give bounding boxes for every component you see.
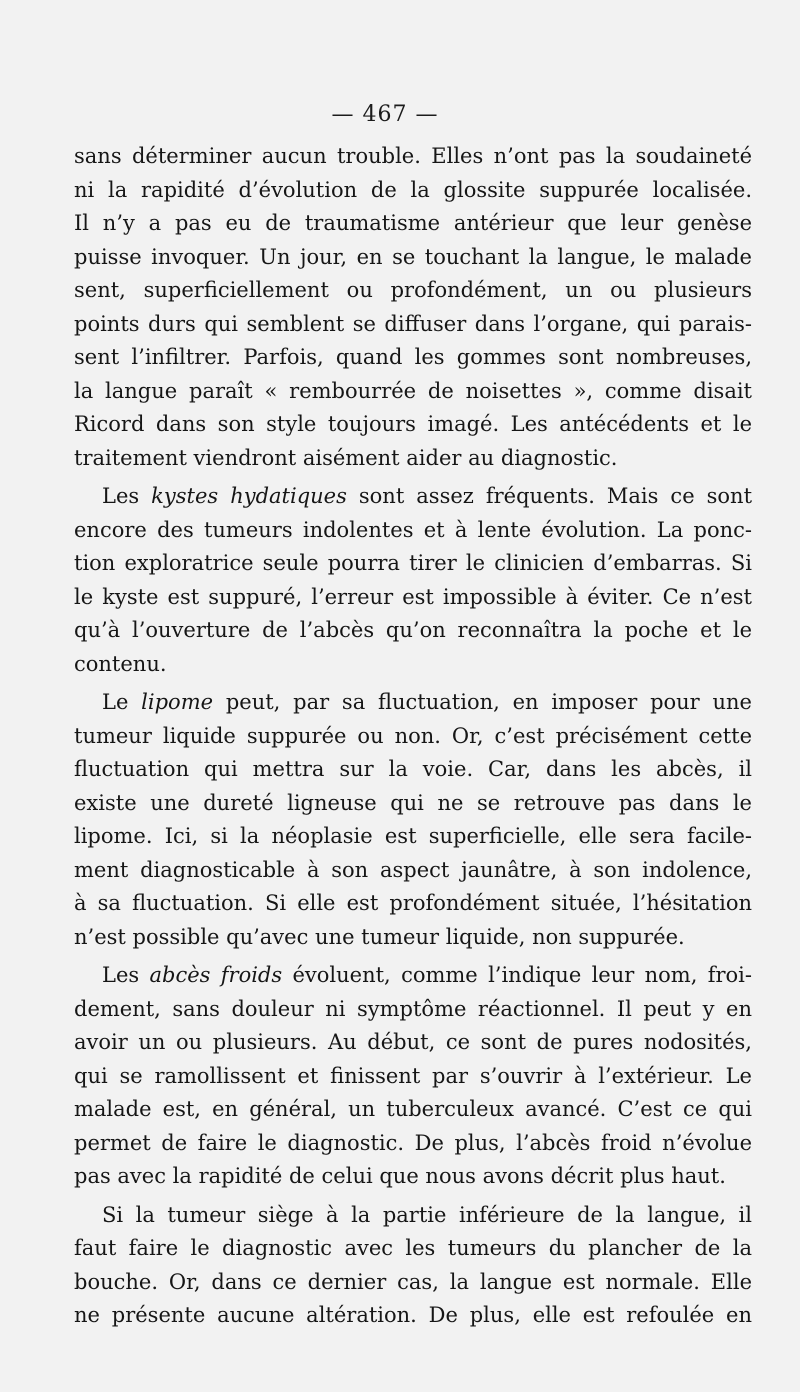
text-run: la langue paraît « rembourrée de noisettes », comme disait (74, 378, 752, 403)
text-run: fluctuation qui mettra sur la voie. Car, dans les abcès, il (74, 757, 752, 781)
text-run: le kyste est suppuré, l’erreur est impossible à éviter. Ce n’est (74, 584, 752, 609)
text-line (74, 1060, 752, 1094)
text-run: points durs qui semblent se diffuser dans l’organe, qui parais- (74, 311, 752, 336)
text-run: n’est possible qu’avec une tumeur liquide, non suppurée. (74, 924, 685, 949)
text-run: Le (102, 690, 142, 714)
paragraph (74, 686, 752, 954)
text-run: avoir un ou plusieurs. Au début, ce sont de pures nodosités, (74, 1030, 752, 1054)
text-line (74, 140, 752, 174)
text-run: ment diagnosticable à son aspect jaunâtre, à son indolence, (74, 857, 752, 882)
text-line (74, 720, 752, 754)
text-line (74, 1093, 752, 1127)
italic-term: kystes hydatiques (151, 484, 347, 508)
text-run: Ricord dans son style toujours imagé. Les antécédents et le (74, 412, 752, 436)
paragraph (74, 480, 752, 681)
italic-term: lipome (141, 690, 214, 714)
text-run: encore des tumeurs indolentes et à lente évolution. La ponc- (74, 517, 752, 542)
text-line (74, 581, 752, 615)
text-run: ni la rapidité d’évolution de la glossite suppurée localisée. (74, 177, 752, 202)
text-line (74, 753, 752, 787)
text-line (74, 1299, 752, 1333)
text-line (74, 514, 752, 548)
text-run: tion exploratrice seule pourra tirer le clinicien d’embarras. Si (74, 551, 752, 575)
text-line (74, 375, 752, 409)
text-line (74, 787, 752, 821)
text-run: bouche. Or, dans ce dernier cas, la langue est normale. Elle (74, 1269, 752, 1294)
text-line (74, 1232, 752, 1266)
text-line (74, 308, 752, 342)
text-line (74, 686, 752, 720)
text-run: sans déterminer aucun trouble. Elles n’ont pas la soudaineté (74, 144, 752, 168)
text-run: Il n’y a pas eu de traumatisme antérieur que leur genèse (74, 211, 752, 235)
text-run: sont assez fréquents. Mais ce sont (346, 484, 753, 508)
page-number: — 467 — (331, 102, 439, 127)
text-run: qui se ramollissent et finissent par s’ouvrir à l’extérieur. Le (74, 1063, 752, 1088)
text-run: peut, par sa fluctuation, en imposer pour une (213, 690, 752, 714)
text-run: pas avec la rapidité de celui que nous avons décrit plus haut. (74, 1164, 726, 1188)
text-line (74, 614, 752, 648)
paragraph (74, 1199, 752, 1333)
text-run: existe une dureté ligneuse qui ne se retrouve pas dans le (74, 790, 752, 815)
text-run: lipome. Ici, si la néoplasie est superficielle, elle sera facile- (74, 824, 752, 848)
paragraph (74, 959, 752, 1194)
text-run: puisse invoquer. Un jour, en se touchant la langue, le malade (74, 244, 752, 269)
paragraph (74, 140, 752, 475)
text-line (74, 1199, 752, 1233)
text-run: traitement viendront aisément aider au diagnostic. (74, 445, 618, 470)
text-line (74, 1160, 752, 1194)
text-run: Les (102, 484, 152, 508)
text-run: qu’à l’ouverture de l’abcès qu’on reconnaîtra la poche et le (74, 618, 752, 642)
text-run: sent l’infiltrer. Parfois, quand les gommes sont nombreuses, (74, 345, 752, 369)
text-line (74, 993, 752, 1027)
text-run: faut faire le diagnostic avec les tumeurs du plancher de la (74, 1236, 752, 1260)
text-line (74, 480, 752, 514)
italic-term: abcès froids (149, 963, 283, 987)
text-line (74, 174, 752, 208)
text-line (74, 921, 752, 955)
text-run: sent, superficiellement ou profondément, un ou plusieurs (74, 278, 752, 302)
text-run: dement, sans douleur ni symptôme réactionnel. Il peut y en (74, 996, 752, 1021)
text-line (74, 1026, 752, 1060)
text-run: contenu. (74, 651, 167, 676)
text-line (74, 1266, 752, 1300)
text-run: malade est, en général, un tuberculeux avancé. C’est ce qui (74, 1097, 752, 1121)
text-line (74, 408, 752, 442)
text-run: Si la tumeur siège à la partie inférieure de la langue, il (102, 1202, 752, 1227)
text-line (74, 547, 752, 581)
text-line (74, 820, 752, 854)
text-line (74, 241, 752, 275)
text-run: Les (102, 963, 150, 987)
text-line (74, 274, 752, 308)
text-line (74, 959, 752, 993)
text-line (74, 442, 752, 476)
text-run: tumeur liquide suppurée ou non. Or, c’est précisément cette (74, 723, 752, 748)
text-run: ne présente aucune altération. De plus, elle est refoulée en (74, 1303, 752, 1327)
text-line (74, 854, 752, 888)
body-text (74, 140, 752, 1333)
text-line (74, 341, 752, 375)
text-line (74, 207, 752, 241)
text-run: à sa fluctuation. Si elle est profondément située, l’hésitation (74, 891, 752, 915)
text-line (74, 887, 752, 921)
text-run: permet de faire le diagnostic. De plus, l’abcès froid n’évolue (74, 1130, 752, 1155)
text-line (74, 648, 752, 682)
text-run: évoluent, comme l’indique leur nom, froi- (282, 963, 752, 987)
text-line (74, 1127, 752, 1161)
